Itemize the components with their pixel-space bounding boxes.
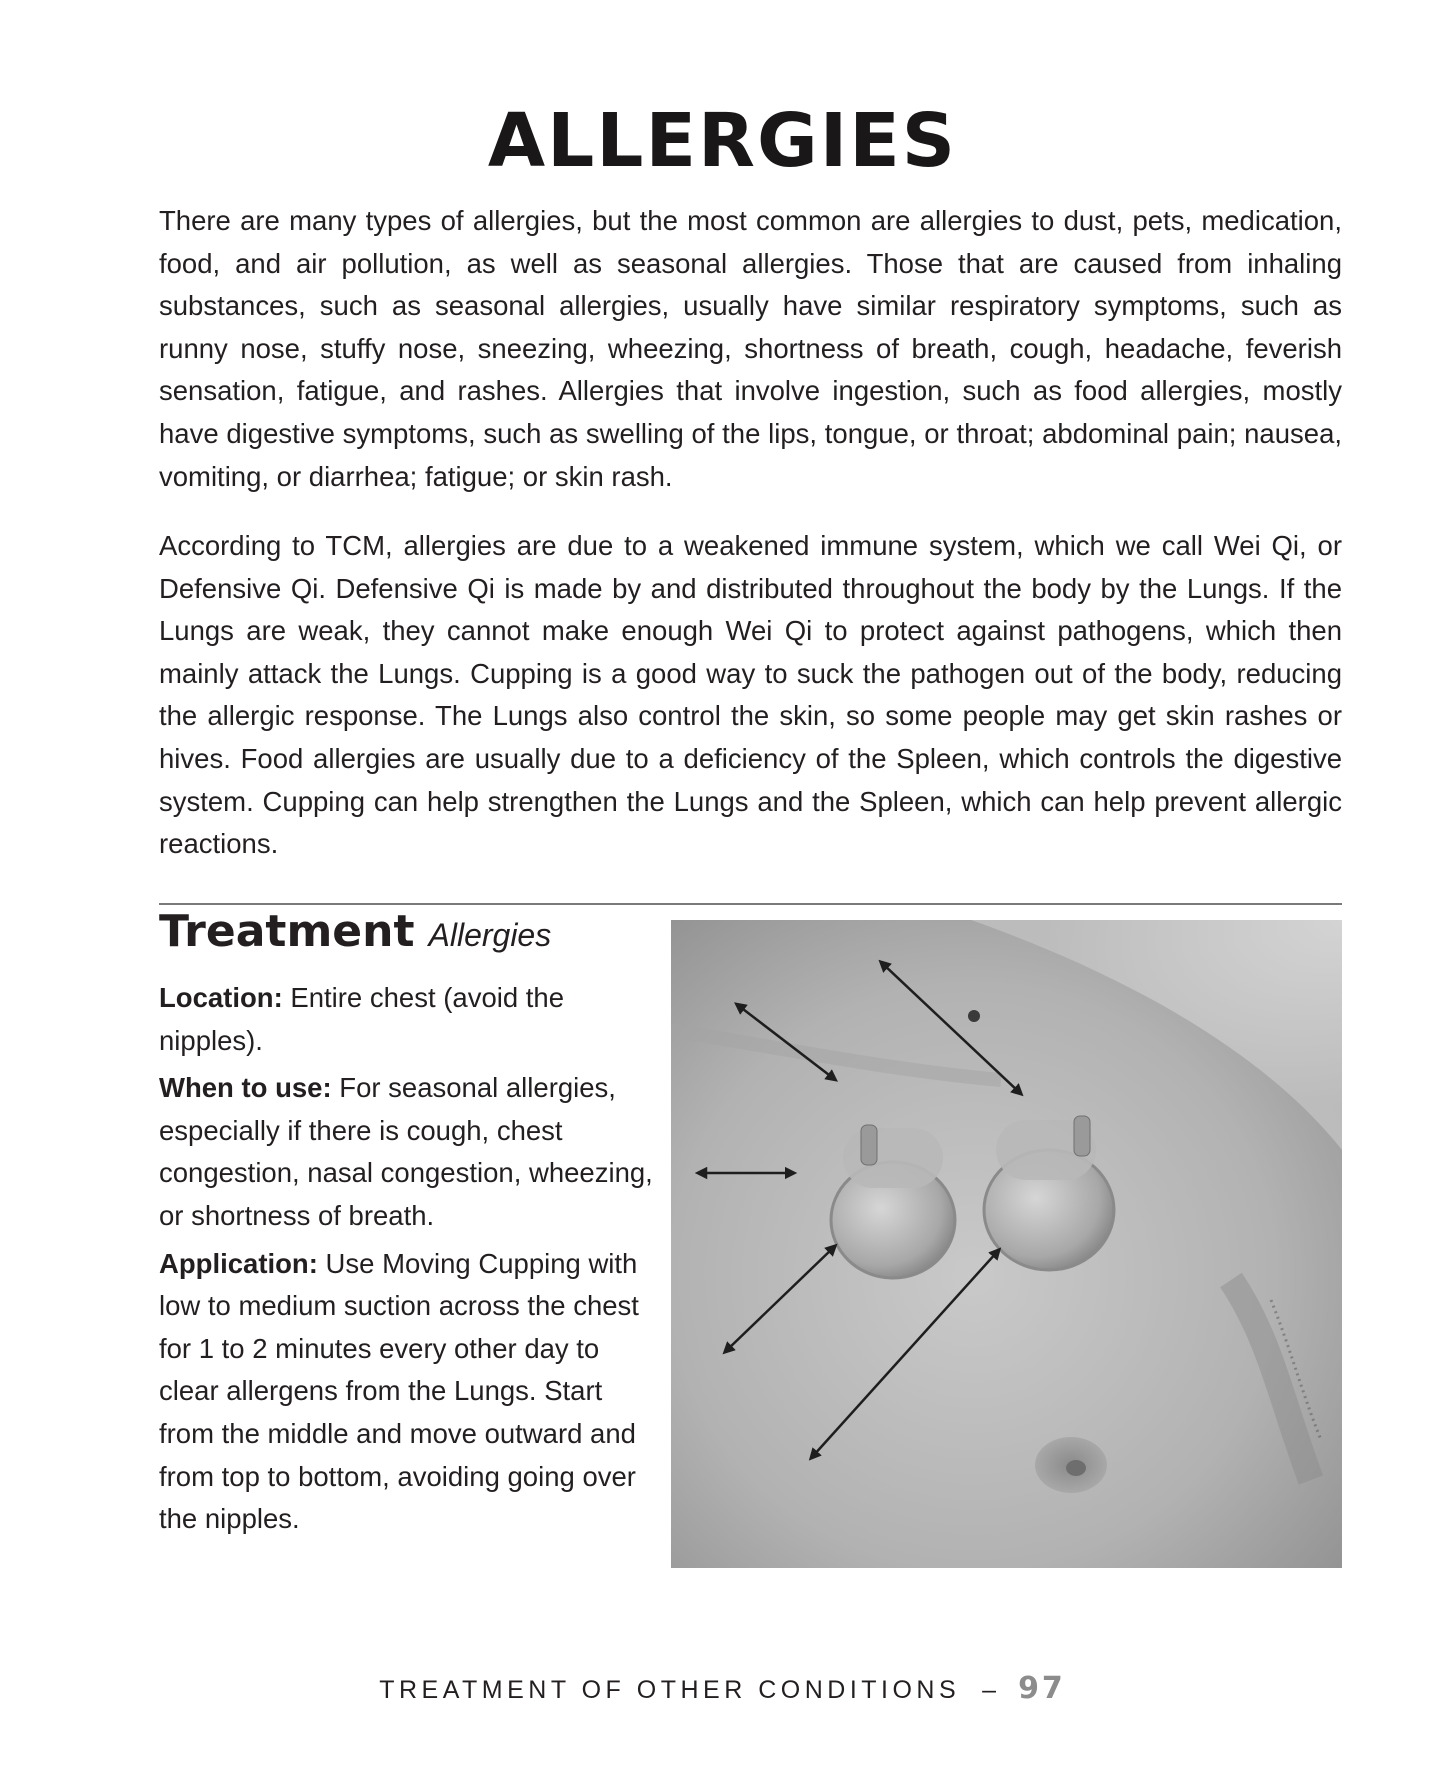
treatment-heading: [159, 906, 551, 957]
location-label: Location:: [159, 982, 283, 1013]
intro-paragraph-1: There are many types of allergies, but the most common are allergies to dust, pets, medication, food, and air pollution, as well as seasonal allergies. Those that are caused from inhaling substances, such as seasonal allergies, usually have similar respiratory symptoms, such as runny nose, stuffy nose, sneezing, wheezing, shortness of breath, cough, headache, feverish sensation, fatigue, and rashes. Allergies that involve ingestion, such as food allergies, mostly have digestive symptoms, such as swelling of the lips, tongue, or throat; abdominal pain; nausea, vomiting, or diarrhea; fatigue; or skin rash.: [159, 205, 1342, 492]
treatment-title: Treatment: [159, 906, 415, 957]
footer-separator: –: [982, 1676, 997, 1704]
when-to-use-label: When to use:: [159, 1072, 332, 1104]
chest-cupping-illustration: [671, 920, 1342, 1568]
intro-paragraph-2: According to TCM, allergies are due to a weakened immune system, which we call Wei Qi, or Defensive Qi. Defensive Qi is made by and distributed throughout the body by the Lungs. If the Lungs are weak, they cannot make enough Wei Qi to protect against pathogens, which then mainly attack the Lungs. Cupping is a good way to suck the pathogen out of the body, reducing the allergic response. The Lungs also control the skin, so some people may get skin rashes or hives. Food allergies are usually due to a deficiency of the Spleen, which controls the digestive system. Cupping can help strengthen the Lungs and the Spleen, which can help prevent allergic reactions.: [159, 530, 1342, 860]
page-number: 97: [1018, 1671, 1066, 1706]
location-text: Entire chest (avoid the nipples).: [159, 982, 565, 1056]
location-entry: [159, 977, 659, 1062]
left-cup-icon: [831, 1125, 955, 1278]
treatment-subtitle: Allergies: [428, 917, 552, 953]
treatment-details: [159, 977, 659, 1546]
section-divider: [159, 903, 1342, 905]
page-footer: [0, 1671, 1445, 1706]
application-entry: [159, 1243, 659, 1541]
application-text: Use Moving Cupping with low to medium suction across the chest for 1 to 2 minutes every other day to clear allergens from the Lungs. Start from the middle and move outward and from top to bottom, avoiding going over the nipples.: [159, 1247, 639, 1535]
application-label: Application:: [159, 1247, 318, 1279]
chest-cupping-photo: [671, 920, 1342, 1568]
when-to-use-text: For seasonal allergies, especially if there is cough, chest congestion, nasal congestion, wheezing, or shortness of breath.: [159, 1072, 653, 1231]
page-title: ALLERGIES: [487, 98, 958, 184]
footer-section-title: TREATMENT OF OTHER CONDITIONS: [379, 1676, 961, 1704]
when-to-use-entry: [159, 1067, 659, 1237]
